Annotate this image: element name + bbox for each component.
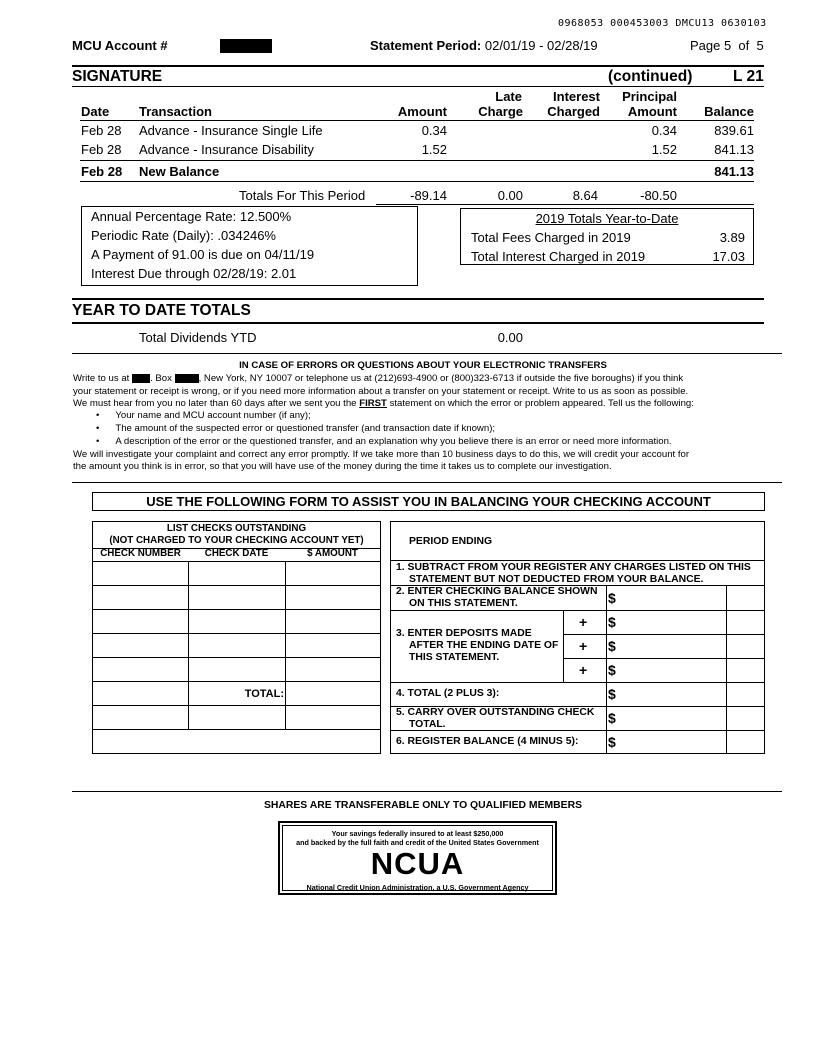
errors-text: We must hear from you no later than 60 days after we sent you the	[73, 398, 357, 409]
payment-due-line: A Payment of 91.00 is due on 04/11/19	[91, 247, 315, 262]
new-balance-value: 841.13	[714, 164, 754, 179]
divider	[72, 65, 764, 67]
shares-notice: SHARES ARE TRANSFERABLE ONLY TO QUALIFIED MEMBERS	[263, 800, 583, 811]
step-5	[396, 707, 594, 731]
plus-sign: +	[579, 638, 588, 654]
ytd-fees-value: 3.89	[719, 230, 745, 245]
checks-title-line-2: (NOT CHARGED TO YOUR CHECKING ACCOUNT YET)	[109, 535, 364, 546]
section-code: L 21	[733, 68, 764, 85]
col-header-transaction: Transaction	[139, 104, 212, 119]
interest-due-line: Interest Due through 02/28/19: 2.01	[91, 266, 297, 281]
col-check-number: CHECK NUMBER	[100, 548, 181, 559]
step-2-line-2: ON THIS STATEMENT.	[409, 598, 518, 609]
errors-text: . Box	[150, 373, 172, 384]
loan-info-box	[81, 206, 418, 286]
check-number-cell[interactable]	[93, 586, 189, 610]
checks-grid	[92, 561, 381, 730]
dollar-sign: $	[608, 614, 616, 630]
step-3	[396, 628, 558, 664]
row-principal: 1.52	[651, 142, 677, 157]
divider	[391, 610, 764, 611]
page-number: Page 5 of 5	[690, 38, 764, 53]
checks-title	[93, 523, 380, 547]
continued-label: (continued)	[608, 68, 693, 85]
period-ending-label: PERIOD ENDING	[409, 536, 493, 547]
ytd-interest-value: 17.03	[712, 249, 745, 264]
statement-period-value: 02/01/19 - 02/28/19	[484, 38, 598, 53]
ncua-line-1: Your savings federally insured to at least $250,000	[331, 829, 504, 838]
statement-period-label: Statement Period:	[370, 38, 482, 53]
dividends-value: 0.00	[497, 330, 523, 345]
step-3-line-3: THIS STATEMENT.	[409, 652, 500, 663]
divider	[80, 160, 754, 161]
row-principal: 0.34	[651, 123, 677, 138]
form-title-box	[92, 492, 765, 511]
errors-line-2: your statement or receipt is wrong, or if you need more information about a transfer on your statement or receipt. Write to us as soon as possible.	[73, 386, 689, 397]
check-number-cell[interactable]	[93, 682, 189, 706]
transaction-row	[0, 123, 816, 141]
check-date-cell[interactable]	[189, 658, 286, 682]
totals-interest: 8.64	[572, 188, 598, 203]
errors-bullet: • Your name and MCU account number (if any);	[96, 410, 311, 421]
check-date-cell[interactable]	[189, 562, 286, 586]
ytd-fees-label: Total Fees Charged in 2019	[471, 230, 631, 245]
divider	[72, 298, 764, 300]
account-label: MCU Account #	[72, 38, 168, 53]
checks-outstanding-table	[92, 521, 381, 754]
errors-title: IN CASE OF ERRORS OR QUESTIONS ABOUT YOUR ELECTRONIC TRANSFERS	[239, 360, 607, 371]
errors-text: , New York, NY 10007 or telephone us at (212)693-4900 or (800)323-6713 if outside the five boroughs) if you think	[198, 373, 684, 384]
col-header-late-1: Late	[495, 89, 522, 104]
step-2-line-1: 2. ENTER CHECKING BALANCE SHOWN	[396, 586, 598, 597]
apr-line: Annual Percentage Rate: 12.500%	[91, 209, 292, 224]
section-title-signature: SIGNATURE	[72, 68, 163, 85]
errors-emphasis: FIRST	[359, 398, 387, 409]
divider	[72, 86, 764, 87]
redacted-address	[132, 374, 150, 383]
check-amount-cell[interactable]	[286, 658, 381, 682]
row-balance: 839.61	[714, 123, 754, 138]
redacted-account-number	[220, 39, 272, 53]
col-header-late-2: Charge	[478, 104, 523, 119]
errors-line-5: the amount you think is in error, so that you will have use of the money during the time it takes us to complete our investigation.	[73, 461, 612, 472]
section-title-ytd: YEAR TO DATE TOTALS	[72, 302, 251, 319]
errors-bullet: • The amount of the suspected error or questioned transfer (and transaction date if known);	[96, 423, 496, 434]
dollar-sign: $	[608, 638, 616, 654]
col-header-interest-1: Interest	[553, 89, 600, 104]
errors-line-4: We will investigate your complaint and correct any error promptly. If we take more than 10 business days to do this, we will credit your account for	[73, 449, 690, 460]
check-amount-cell[interactable]	[286, 586, 381, 610]
ncua-insurance-badge	[278, 821, 557, 895]
divider	[72, 482, 782, 483]
divider	[563, 634, 764, 635]
col-header-date: Date	[81, 104, 110, 119]
step-5-line-2: TOTAL.	[409, 719, 446, 730]
dollar-sign: $	[608, 710, 616, 726]
row-transaction: Advance - Insurance Disability	[139, 142, 314, 157]
row-transaction: Advance - Insurance Single Life	[139, 123, 323, 138]
step-4: 4. TOTAL (2 PLUS 3):	[396, 688, 500, 699]
checks-title-line-1: LIST CHECKS OUTSTANDING	[166, 523, 307, 534]
step-1-line-2: STATEMENT BUT NOT DEDUCTED FROM YOUR BALANCE.	[409, 574, 704, 585]
divider	[376, 204, 754, 205]
check-amount-cell[interactable]	[286, 706, 381, 730]
form-title: USE THE FOLLOWING FORM TO ASSIST YOU IN BALANCING YOUR CHECKING ACCOUNT	[146, 494, 711, 509]
totals-amount: -89.14	[410, 188, 447, 203]
col-header-principal-1: Principal	[622, 89, 677, 104]
check-amount-cell[interactable]	[286, 634, 381, 658]
bullet-text: A description of the error or the questioned transfer, and an explanation why you believe there is an error or need more information.	[115, 436, 672, 447]
check-number-cell[interactable]	[93, 634, 189, 658]
step-6: 6. REGISTER BALANCE (4 MINUS 5):	[396, 736, 579, 747]
step-1-line-1: 1. SUBTRACT FROM YOUR REGISTER ANY CHARGES LISTED ON THIS	[396, 562, 751, 573]
divider	[391, 730, 764, 731]
new-balance-date: Feb 28	[81, 164, 123, 179]
periodic-rate-line: Periodic Rate (Daily): .034246%	[91, 228, 276, 243]
divider	[563, 658, 764, 659]
check-number-cell[interactable]	[93, 562, 189, 586]
check-date-cell[interactable]	[189, 586, 286, 610]
ytd-interest-label: Total Interest Charged in 2019	[471, 249, 646, 264]
step-2	[396, 586, 597, 610]
step-5-line-1: 5. CARRY OVER OUTSTANDING CHECK	[396, 707, 595, 718]
divider	[80, 120, 754, 121]
divider	[80, 181, 754, 182]
errors-text: Write to us at	[73, 373, 130, 384]
divider	[72, 353, 782, 354]
errors-text: statement on which the error or problem appeared. Tell us the following:	[389, 398, 694, 409]
transaction-row	[0, 142, 816, 160]
step-3-line-2: AFTER THE ENDING DATE OF	[409, 640, 559, 651]
divider	[726, 585, 727, 754]
errors-bullet: • A description of the error or the questioned transfer, and an explanation why you believe there is an error or need more information.	[96, 436, 672, 447]
check-amount-cell[interactable]	[286, 610, 381, 634]
col-header-amount: Amount	[397, 104, 447, 119]
ncua-line-3: National Credit Union Administration, a U.S. Government Agency	[306, 883, 529, 892]
new-balance-label: New Balance	[139, 164, 220, 179]
ncua-logo: NCUA	[370, 846, 465, 881]
check-number-cell[interactable]	[93, 610, 189, 634]
totals-principal: -80.50	[640, 188, 677, 203]
divider	[391, 682, 764, 683]
ytd-totals-box	[460, 208, 754, 265]
ytd-box-title: 2019 Totals Year-to-Date	[535, 211, 679, 226]
dollar-sign: $	[608, 590, 616, 606]
check-amount-cell[interactable]	[286, 562, 381, 586]
errors-line-3	[73, 398, 694, 409]
bullet-text: Your name and MCU account number (if any);	[115, 410, 311, 421]
check-total-cell[interactable]	[286, 682, 381, 706]
col-header-principal-2: Amount	[627, 104, 677, 119]
col-header-balance: Balance	[704, 104, 754, 119]
divider	[72, 322, 764, 324]
errors-line-1	[73, 373, 683, 384]
bullet-text: The amount of the suspected error or questioned transfer (and transaction date if known);	[115, 423, 496, 434]
divider	[563, 610, 564, 682]
check-date-cell[interactable]	[189, 610, 286, 634]
totals-late: 0.00	[497, 188, 523, 203]
plus-sign: +	[579, 614, 588, 630]
col-header-interest-2: Charged	[547, 104, 600, 119]
divider	[72, 791, 782, 792]
dollar-sign: $	[608, 734, 616, 750]
dollar-sign: $	[608, 662, 616, 678]
row-balance: 841.13	[714, 142, 754, 157]
ncua-line-2: and backed by the full faith and credit of the United States Government	[296, 838, 539, 847]
step-3-line-1: 3. ENTER DEPOSITS MADE	[396, 628, 532, 639]
total-label: TOTAL:	[189, 682, 286, 706]
redacted-box-number	[175, 374, 199, 383]
dollar-sign: $	[608, 686, 616, 702]
divider	[606, 585, 607, 754]
row-amount: 0.34	[421, 123, 447, 138]
divider	[391, 560, 764, 561]
statement-period	[370, 38, 598, 53]
check-number-cell[interactable]	[93, 658, 189, 682]
col-check-date: CHECK DATE	[204, 548, 269, 559]
step-1	[396, 562, 751, 586]
check-number-cell[interactable]	[93, 706, 189, 730]
row-date: Feb 28	[81, 123, 122, 138]
totals-label: Totals For This Period	[239, 188, 366, 203]
plus-sign: +	[579, 662, 588, 678]
col-check-amount: $ AMOUNT	[307, 548, 358, 559]
row-amount: 1.52	[421, 142, 447, 157]
new-balance-row	[0, 164, 816, 182]
dividends-label: Total Dividends YTD	[139, 330, 257, 345]
reconciliation-box	[390, 521, 765, 754]
check-date-cell[interactable]	[189, 634, 286, 658]
row-date: Feb 28	[81, 142, 122, 157]
statement-code-line: 0968053 000453003 DMCU13 0630103	[558, 18, 767, 29]
check-date-cell[interactable]	[189, 706, 286, 730]
